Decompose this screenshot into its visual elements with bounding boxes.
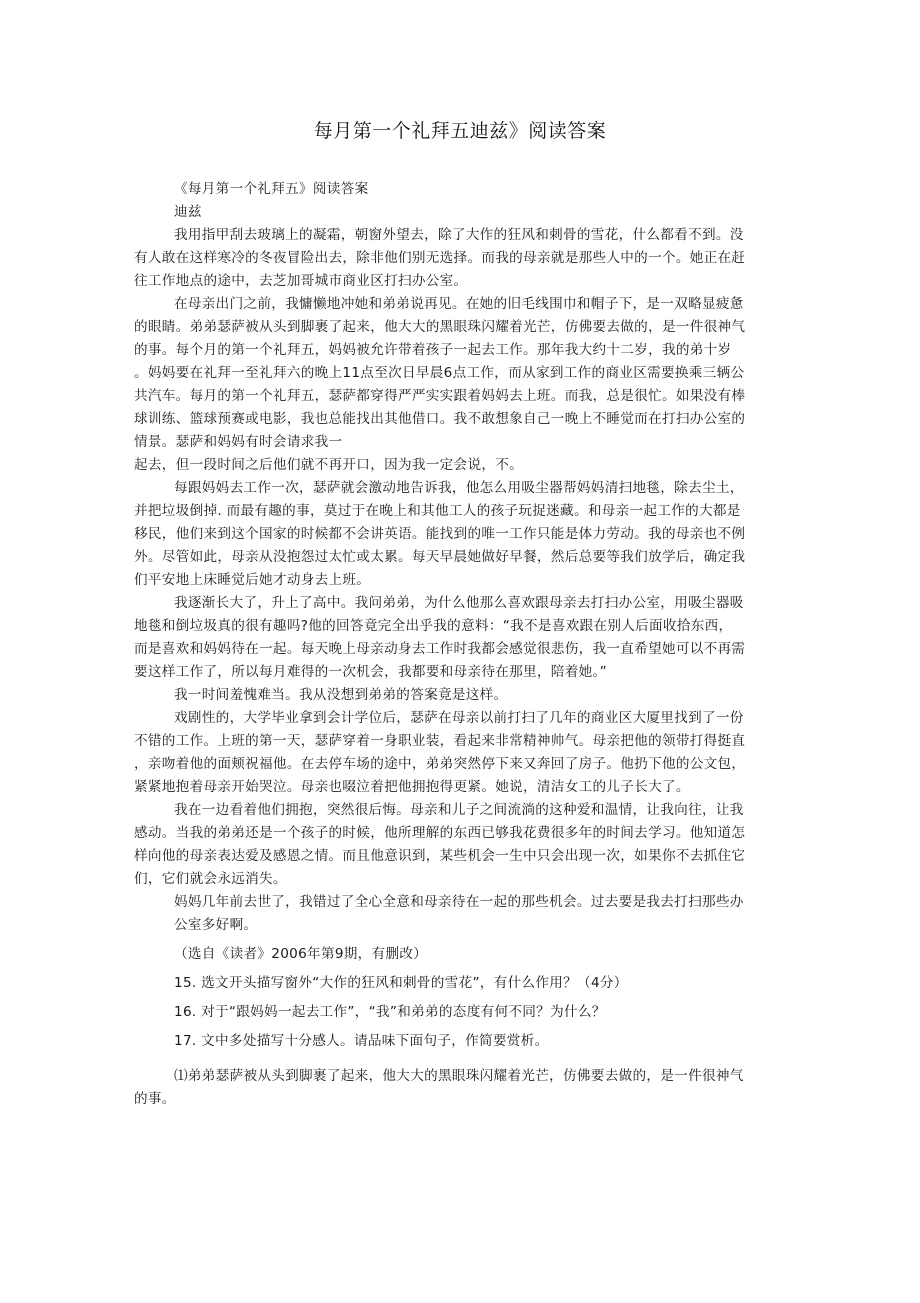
text-line: 外。尽管如此，母亲从没抱怨过太忙或太累。每天早晨她做好早餐，然后总要等我们放学后，确定我 <box>134 549 746 565</box>
source-note: （选自《读者》2006年第9期，有删改） <box>174 946 428 962</box>
text-line: 情景。瑟萨和妈妈有时会请求我一 <box>134 434 343 450</box>
text-line: ，亲吻着他的面颊祝福他。在去停车场的途中，弟弟突然停下来又奔回了房子。他扔下他的公文包， <box>134 756 746 772</box>
text-line: 们平安地上床睡觉后她才动身去上班。 <box>134 572 371 588</box>
article-body <box>134 178 774 1111</box>
text-line: 们，它们就会永远消失。 <box>134 871 287 887</box>
sentence-1-cont: 的事。 <box>134 1091 176 1107</box>
author: 迪兹 <box>174 204 202 220</box>
text-line: 地毯和倒垃圾真的很有趣吗?他的回答竟完全出乎我的意料：“我不是喜欢跟在别人后面收拾东西， <box>134 618 733 634</box>
question-15: 15. 选文开头描写窗外“大作的狂风和刺骨的雪花”，有什么作用？（4分） <box>174 975 628 991</box>
text-line: 的眼睛。弟弟瑟萨被从头到脚裹了起来，他大大的黑眼珠闪耀着光芒，仿佛要去做的，是一件很神气 <box>134 319 746 335</box>
question-17: 17. 文中多处描写十分感人。请品味下面句子，作简要赏析。 <box>174 1033 549 1049</box>
text-line: 妈妈几年前去世了，我错过了全心全意和母亲待在一起的那些机会。过去要是我去打扫那些办 <box>174 894 744 910</box>
text-line: 紧紧地抱着母亲开始哭泣。母亲也啜泣着把他拥抱得更紧。她说，清洁女工的儿子长大了。 <box>134 779 690 795</box>
text-line: 样向他的母亲表达爱及感恩之情。而且他意识到，某些机会一生中只会出现一次，如果你不去抓住它 <box>134 848 746 864</box>
text-line: 共汽车。每月的第一个礼拜五，瑟萨都穿得严严实实跟着妈妈去上班。而我，总是很忙。如果没有棒 <box>134 388 746 404</box>
text-line: 不错的工作。上班的第一天，瑟萨穿着一身职业装，看起来非常精神帅气。母亲把他的领带打得挺直 <box>134 733 746 749</box>
text-line: 戏剧性的，大学毕业拿到会计学位后，瑟萨在母亲以前打扫了几年的商业区大厦里找到了一份 <box>174 710 744 726</box>
text-line: 感动。当我的弟弟还是一个孩子的时候，他所理解的东西已够我花费很多年的时间去学习。他知道怎 <box>134 825 746 841</box>
text-line: 。妈妈要在礼拜一至礼拜六的晚上11点至次日早晨6点工作，而从家到工作的商业区需要换乘三辆公 <box>134 365 745 381</box>
page-title: 每月第一个礼拜五迪兹》阅读答案 <box>313 120 607 142</box>
text-line: 公室多好啊。 <box>174 917 258 933</box>
text-line: 的事。每个月的第一个礼拜五，妈妈被允许带着孩子一起去工作。那年我大约十二岁，我的弟十岁 <box>134 342 732 358</box>
text-line: 我用指甲刮去玻璃上的凝霜，朝窗外望去，除了大作的狂风和刺骨的雪花，什么都看不到。没 <box>174 227 744 243</box>
text-line: 往工作地点的途中，去芝加哥城市商业区打扫办公室。 <box>134 273 468 289</box>
text-line: 并把垃圾倒掉. 而最有趣的事，莫过于在晚上和其他工人的孩子玩捉迷藏。和母亲一起工作的大都是 <box>134 503 741 519</box>
text-line: 要这样工作了，所以每月难得的一次机会，我都要和母亲待在那里，陪着她。” <box>134 664 607 680</box>
text-line: 有人敢在这样寒冷的冬夜冒险出去，除非他们别无选择。而我的母亲就是那些人中的一个。她正在赶 <box>134 250 746 266</box>
question-16: 16. 对于“跟妈妈一起去工作”，“我”和弟弟的态度有何不同？为什么？ <box>174 1004 606 1020</box>
sentence-1: ⑴弟弟瑟萨被从头到脚裹了起来，他大大的黑眼珠闪耀着光芒，仿佛要去做的，是一件很神气 <box>174 1068 744 1084</box>
text-line: 而是喜欢和妈妈待在一起。每天晚上母亲动身去工作时我都会感觉很悲伤，我一直希望她可以不再需 <box>134 641 746 657</box>
text-line: 移民，他们来到这个国家的时候都不会讲英语。能找到的唯一工作只能是体力劳动。我的母亲也不例 <box>134 526 746 542</box>
text-line: 我逐渐长大了，升上了高中。我问弟弟，为什么他那么喜欢跟母亲去打扫办公室，用吸尘器吸 <box>174 595 744 611</box>
text-line: 起去，但一段时间之后他们就不再开口，因为我一定会说，不。 <box>134 457 524 473</box>
text-line: 球训练、篮球预赛或电影，我也总能找出其他借口。我不敢想象自己一晚上不睡觉而在打扫办公室的 <box>134 411 746 427</box>
text-line: 我在一边看着他们拥抱，突然很后悔。母亲和儿子之间流淌的这种爱和温情，让我向往，让我 <box>174 802 744 818</box>
text-line: 每跟妈妈去工作一次，瑟萨就会激动地告诉我，他怎么用吸尘器帮妈妈清扫地毯，除去尘土， <box>174 480 744 496</box>
text-line: 在母亲出门之前，我慵懒地冲她和弟弟说再见。在她的旧毛线围巾和帽子下，是一双略显疲惫 <box>174 296 744 312</box>
subtitle: 《每月第一个礼拜五》阅读答案 <box>174 181 369 197</box>
text-line: 我一时间羞愧难当。我从没想到弟弟的答案竟是这样。 <box>174 687 508 703</box>
